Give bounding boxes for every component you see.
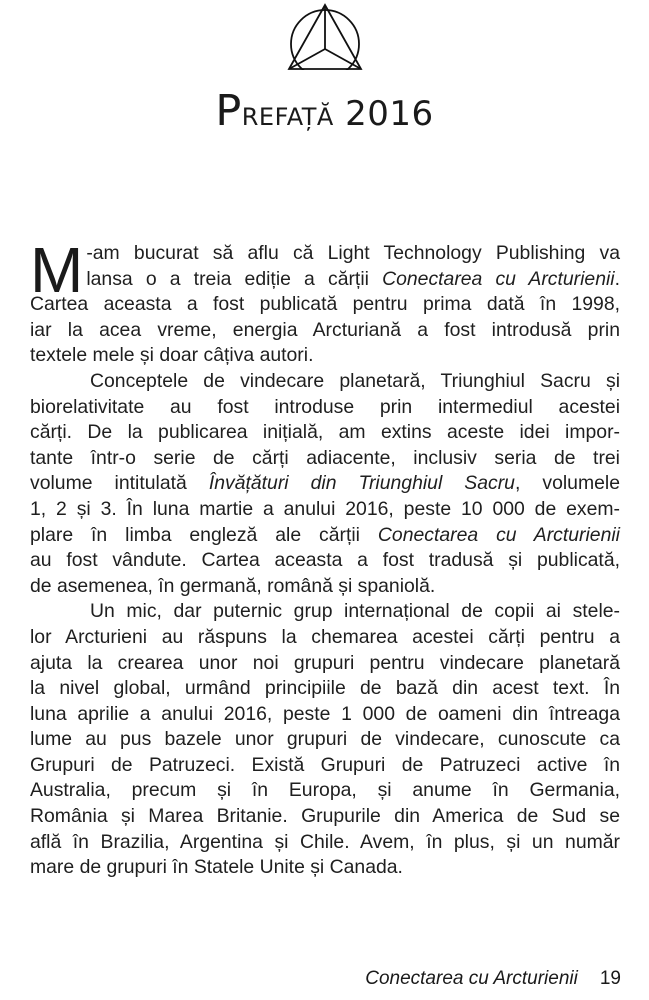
title-initial: P	[215, 86, 242, 136]
text-line: -am bucurat să aflu că Light Technology Publishing va	[86, 242, 620, 264]
text-line: află în Brazilia, Argentina și Chile. Avem, în plus, și un număr	[30, 830, 620, 853]
text-line: luna aprilie a anului 2016, peste 1 000 de oameni din întreaga	[30, 702, 620, 725]
text-line: Conceptele de vindecare planetară, Triunghiul Sacru și	[90, 369, 620, 392]
text-line: Cartea aceasta a fost publicată pentru prima dată în 1998,	[30, 293, 620, 316]
text-line: Grupuri de Patruzeci. Există Grupuri de Patruzeci active în	[30, 753, 620, 776]
paragraph-2	[30, 369, 620, 599]
text-line: biorelativitate au fost introduse prin intermediul acestei	[30, 395, 620, 418]
text-line: lor Arcturieni au răspuns la chemarea acestei cărți pentru a	[30, 625, 620, 648]
text-line: au fost vândute. Cartea aceasta a fost tradusă și publicată,	[30, 549, 620, 572]
text-line: lume au pus bazele unor grupuri de vindecare, cunoscute ca	[30, 728, 620, 751]
paragraph-1	[30, 234, 620, 369]
page-footer	[365, 968, 621, 990]
text-line: la nivel global, urmând principiile de bază din acest text. În	[30, 677, 620, 700]
text-line: textele mele și doar câțiva autori.	[30, 344, 314, 367]
book-series-italic: Învățături din Triunghiul Sacru	[208, 472, 515, 495]
preface-body	[30, 234, 620, 881]
book-title-italic: Conectarea cu Arcturienii	[382, 267, 615, 290]
text-line: Un mic, dar puternic grup internațional de copii ai stele-	[90, 600, 620, 623]
text-line: plare în limba engleză ale cărții Conectarea cu Arcturienii	[30, 523, 620, 546]
page-number: 19	[599, 968, 621, 989]
paragraph-3	[30, 599, 620, 881]
triangle-in-circle-icon	[284, 2, 366, 70]
book-title-italic: Conectarea cu Arcturienii	[377, 523, 620, 546]
text-line: mare de grupuri în Statele Unite și Canada.	[30, 856, 403, 879]
text-line: tante într-o serie de cărți adiacente, inclusiv seria de trei	[30, 446, 620, 469]
title-rest: refață	[241, 94, 334, 134]
text-line: Australia, precum și în Europa, și anume în Germania,	[30, 779, 620, 802]
text-line: volume intitulată Învățături din Triunghiul Sacru, volumele	[30, 472, 620, 495]
drop-cap: M	[30, 234, 84, 306]
text-line: ajuta la crearea unor noi grupuri pentru vindecare planetară	[30, 651, 620, 674]
text-line: iar la acea vreme, energia Arcturiană a fost introdusă prin	[30, 318, 620, 341]
text-line: România și Marea Britanie. Grupurile din America de Sud se	[30, 805, 620, 828]
text-line: de asemenea, în germană, română și spaniolă.	[30, 574, 436, 597]
text-line: lansa o a treia ediție a cărții Conectarea cu Arcturienii.	[86, 267, 620, 290]
text-line: 1, 2 și 3. În luna martie a anului 2016, peste 10 000 de exem-	[30, 497, 620, 520]
running-footer-title: Conectarea cu Arcturienii	[365, 968, 578, 989]
text-line: cărți. De la publicarea inițială, am extins aceste idei impor-	[30, 421, 620, 444]
title-year: 2016	[345, 94, 434, 134]
page-title	[0, 86, 649, 136]
